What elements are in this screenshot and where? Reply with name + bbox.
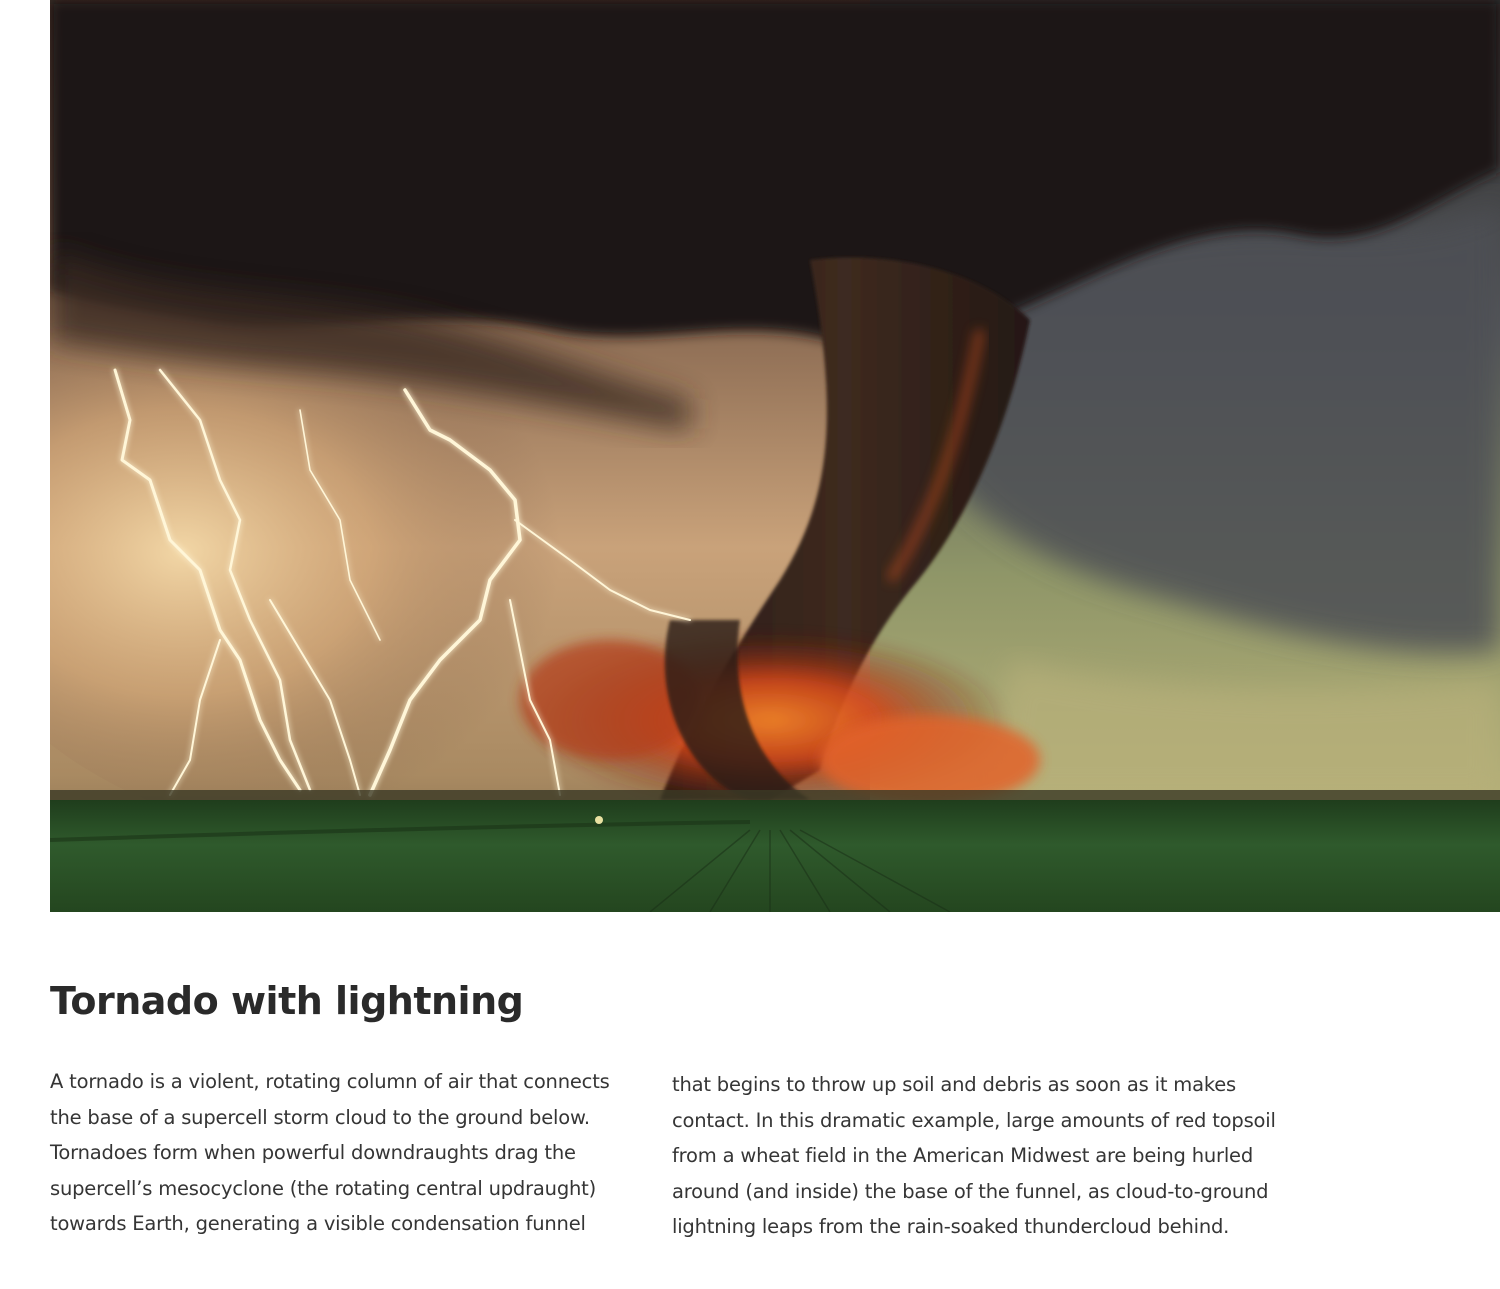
article-body-column-1 — [50, 1064, 630, 1242]
body-line: towards Earth, generating a visible condensation funnel — [50, 1212, 586, 1235]
body-line: around (and inside) the base of the funnel, as cloud-to-ground — [672, 1179, 1269, 1203]
body-line: supercell’s mesocyclone (the rotating central updraught) — [50, 1176, 597, 1200]
tornado-photo-illustration — [50, 0, 1500, 912]
article-title: Tornado with lightning — [50, 979, 524, 1023]
body-line: from a wheat field in the American Midwest are being hurled — [672, 1144, 1254, 1167]
body-line: A tornado is a violent, rotating column of air that connects — [50, 1070, 610, 1093]
article-body-column-2 — [672, 1067, 1292, 1245]
body-line: lightning leaps from the rain-soaked thundercloud behind. — [672, 1215, 1230, 1238]
tornado-photo — [50, 0, 1500, 912]
body-line: Tornadoes form when powerful downdraughts drag the — [50, 1141, 576, 1164]
body-line: contact. In this dramatic example, large amounts of red topsoil — [672, 1108, 1276, 1132]
body-line: that begins to throw up soil and debris as soon as it makes — [672, 1073, 1236, 1096]
body-line: the base of a supercell storm cloud to the ground below. — [50, 1105, 590, 1129]
